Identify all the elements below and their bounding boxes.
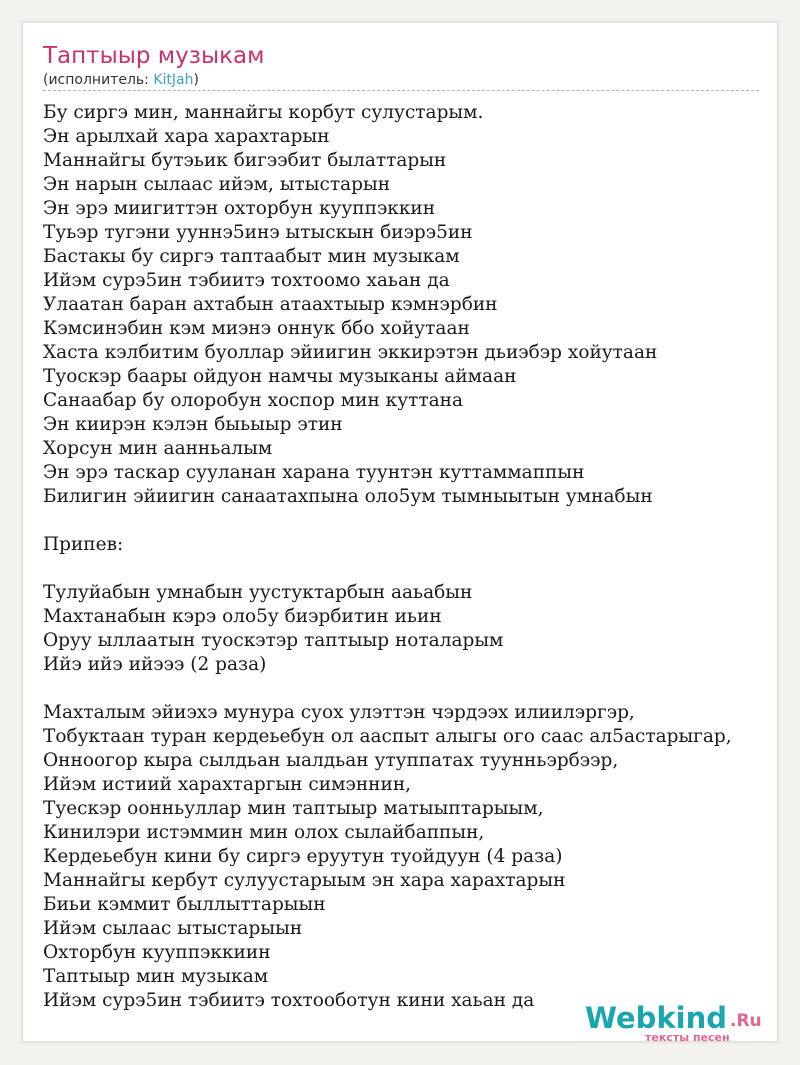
lyric-line: Тулуйабын умнабын уустуктарбын ааьабын: [43, 582, 473, 603]
lyric-line: Ийэм сурэ5ин тэбиитэ тохтооботун кини хаьан да: [43, 990, 535, 1011]
lyric-line: Кердеьебун кини бу сиргэ еруутун туойдуун (4 раза): [43, 846, 563, 867]
artist-link[interactable]: KitJah: [153, 72, 194, 88]
lyric-line: Биьи кэммит быллыттарыын: [43, 894, 326, 915]
performer-line: [43, 71, 199, 89]
lyric-line: Таптыыр мин музыкам: [43, 966, 269, 987]
lyric-line: Улаатан баран ахтабын атаахтыыр кэмнэрбин: [43, 294, 498, 315]
logo-tagline: тексты песен: [645, 1031, 730, 1044]
lyric-line: Ийэм сурэ5ин тэбиитэ тохтоомо хаьан да: [43, 270, 450, 291]
title-divider: [43, 90, 759, 91]
lyric-line: Припев:: [43, 534, 124, 555]
lyrics-text: [43, 101, 788, 1013]
lyric-line: Билигин эйиигин санаатахпына оло5ум тымныытын умнабын: [43, 486, 653, 507]
lyric-line: Хаста кэлбитим буоллар эйиигин эккирэтэн дьиэбэр хойутаан: [43, 342, 658, 363]
lyric-line: Эн эрэ миигиттэн охторбун кууппэккин: [43, 198, 436, 219]
lyric-line: Кэмсинэбин кэм миэнэ оннук ббо хойутаан: [43, 318, 470, 339]
song-title: Таптыыр музыкам: [43, 43, 265, 69]
lyric-line: Охторбун кууппэккиин: [43, 942, 271, 963]
lyric-line: Эн эрэ таскар сууланан харана туунтэн куттаммаппын: [43, 462, 585, 483]
lyric-line: Эн нарын сылаас ийэм, ытыстарын: [43, 174, 391, 195]
lyric-line: Бу сиргэ мин, маннайгы корбут сулустарым.: [43, 102, 484, 123]
lyric-line: Туьэр тугэни ууннэ5инэ ытыскын биэрэ5ин: [43, 222, 473, 243]
blank-line: [43, 509, 788, 533]
lyric-line: Тобуктаан туран кердеьебун ол ааспыт алыгы ого саас ал5астарыгар,: [43, 726, 732, 747]
lyric-line: Эн арылхай хара харахтарын: [43, 126, 330, 147]
lyric-line: Туоскэр баары ойдуон намчы музыканы аймаан: [43, 366, 517, 387]
lyric-line: Маннайгы бутэьик бигээбит былаттарын: [43, 150, 447, 171]
lyric-line: Онноогор кыра сылдьан ыалдьан утуппатах туунньэрбээр,: [43, 750, 619, 771]
blank-line: [43, 557, 788, 581]
lyric-line: Хорсун мин аанньалым: [43, 438, 273, 459]
lyric-line: Махталым эйиэхэ мунура суох улэттэн чэрдээх илиилэргэр,: [43, 702, 635, 723]
lyric-line: Махтанабын кэрэ оло5у биэрбитин иьин: [43, 606, 442, 627]
site-logo[interactable]: [585, 1001, 785, 1049]
lyric-line: Оруу ыллаатын туоскэтэр таптыыр ноталарым: [43, 630, 504, 651]
lyric-line: Санаабар бу олоробун хоспор мин куттана: [43, 390, 463, 411]
lyric-line: Маннайгы кербут сулуустарыым эн хара харахтарын: [43, 870, 566, 891]
lyric-line: Кинилэри истэммин мин олох сылайбаппын,: [43, 822, 485, 843]
lyric-line: Туескэр оонньуллар мин таптыыр матыыптарыым,: [43, 798, 544, 819]
performer-suffix: ): [193, 72, 199, 88]
logo-domain: .Ru: [730, 1011, 762, 1031]
lyric-line: Бастакы бу сиргэ таптаабыт мин музыкам: [43, 246, 460, 267]
lyric-line: Ийэм истиий харахтаргын симэннин,: [43, 774, 412, 795]
blank-line: [43, 677, 788, 701]
lyric-line: Ийэ ийэ ийэээ (2 раза): [43, 654, 267, 675]
performer-prefix: (исполнитель:: [43, 72, 154, 88]
lyric-line: Ийэм сылаас ытыстарыын: [43, 918, 303, 939]
lyrics-card: [22, 22, 778, 1042]
lyric-line: Эн киирэн кэлэн быьыыр этин: [43, 414, 343, 435]
logo-name: Webkind: [585, 1001, 728, 1035]
